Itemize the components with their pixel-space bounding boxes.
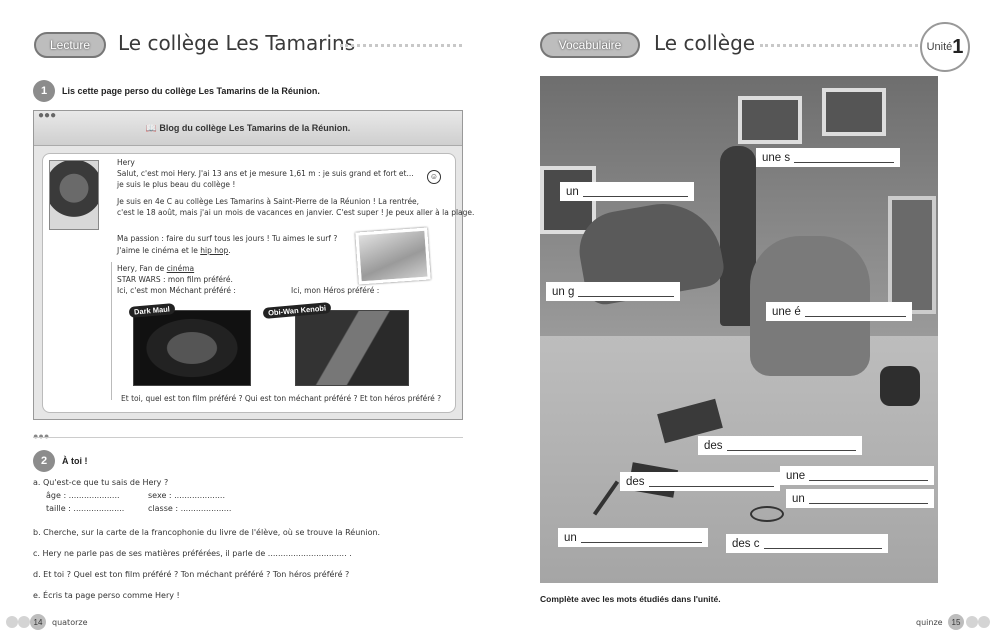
label-des-2[interactable] xyxy=(620,472,780,491)
fan-line xyxy=(117,264,194,273)
label-text: des xyxy=(626,475,645,488)
page-number-right: 15 xyxy=(948,614,964,630)
question-b: b. Cherche, sur la carte de la francophonie du livre de l'élève, où se trouve la Réunion. xyxy=(33,528,381,537)
window xyxy=(738,96,802,144)
blog-paragraph-3a: Ma passion : faire du surf tous les jours ! Tu aimes le surf ? xyxy=(117,234,338,243)
section-tag-label: Vocabulaire xyxy=(558,38,622,52)
answer-line xyxy=(578,286,674,297)
footer-dot xyxy=(6,616,18,628)
label-un-3[interactable] xyxy=(558,528,708,547)
activity-1-number: 1 xyxy=(33,80,55,102)
fan-text: Hery, Fan de xyxy=(117,264,167,273)
unit-badge xyxy=(920,22,970,72)
header-divider-right xyxy=(760,44,918,47)
activity-1-instruction: Lis cette page perso du collège Les Tamarins de la Réunion. xyxy=(62,86,320,96)
p3b-end: . xyxy=(228,246,231,255)
label-des-c[interactable] xyxy=(726,534,888,553)
answer-line xyxy=(583,186,688,197)
field-age: âge : .................... xyxy=(46,491,120,500)
page-word-right: quinze xyxy=(916,618,943,627)
blog-paragraph-2a: Je suis en 4e C au collège Les Tamarins à Saint-Pierre de la Réunion ! La rentrée, xyxy=(117,197,420,206)
page-title-right: Le collège xyxy=(654,31,756,55)
blog-paragraph-3b xyxy=(117,246,231,255)
label-une-e[interactable] xyxy=(766,302,912,321)
activity-2-instruction: À toi ! xyxy=(62,456,88,466)
author-name: Hery xyxy=(117,158,135,167)
answer-line xyxy=(727,440,856,451)
school-illustration xyxy=(540,76,938,583)
book-icon: 📖 xyxy=(145,123,160,133)
field-sexe: sexe : .................... xyxy=(148,491,225,500)
page-number-left: 14 xyxy=(30,614,46,630)
header-divider-left xyxy=(340,44,462,47)
label-un-2[interactable] xyxy=(786,489,934,508)
blog-post-card xyxy=(42,153,475,413)
blog-paragraph-2b: c'est le 18 août, mais j'ai un mois de vacances en janvier. C'est super ! Je peux aller à la plage. xyxy=(117,208,475,217)
avatar-photo xyxy=(49,160,99,230)
villain-photo xyxy=(133,310,251,386)
vocab-instruction: Complète avec les mots étudiés dans l'unité. xyxy=(540,594,721,604)
question-a: a. Qu'est-ce que tu sais de Hery ? xyxy=(33,478,169,487)
answer-line xyxy=(649,476,774,487)
answer-line xyxy=(581,532,702,543)
hero-text: Ici, mon Héros préféré : xyxy=(291,286,380,295)
activity-2-number: 2 xyxy=(33,450,55,472)
answer-line xyxy=(764,538,883,549)
label-une-s[interactable] xyxy=(756,148,900,167)
footer-dot xyxy=(978,616,990,628)
blog-browser-window xyxy=(33,110,475,420)
hero-photo xyxy=(295,310,409,386)
section-dots: ●●● xyxy=(33,431,50,441)
blog-question: Et toi, quel est ton film préféré ? Qui est ton méchant préféré ? Et ton héros préféré ? xyxy=(121,394,442,403)
section-tag-label: Lecture xyxy=(49,38,91,52)
label-un-g[interactable] xyxy=(546,282,680,301)
label-un-1[interactable] xyxy=(560,182,694,201)
p3b-text: J'aime le cinéma et le xyxy=(117,246,201,255)
answer-line xyxy=(794,152,894,163)
hero-label: Obi-Wan Kenobi xyxy=(263,302,332,319)
unit-label: Unité xyxy=(926,41,953,53)
field-classe: classe : .................... xyxy=(148,504,232,513)
vertical-rule xyxy=(111,262,112,400)
label-text: une s xyxy=(762,151,791,164)
villain-text: Ici, c'est mon Méchant préféré : xyxy=(117,286,236,295)
section-divider xyxy=(33,437,463,438)
blog-title-text: Blog du collège Les Tamarins de la Réunion. xyxy=(159,123,351,133)
browser-title-bar xyxy=(34,111,462,146)
answer-line xyxy=(809,493,928,504)
footer-dot xyxy=(966,616,978,628)
blog-paragraph-1a: Salut, c'est moi Hery. J'ai 13 ans et je mesure 1,61 m : je suis grand et fort et... xyxy=(117,169,414,178)
label-text: des xyxy=(704,439,723,452)
label-text: un xyxy=(792,492,805,505)
hip-hop-link[interactable]: hip hop xyxy=(200,246,229,255)
starwars-line: STAR WARS : mon film préféré. xyxy=(117,275,233,284)
label-des-1[interactable] xyxy=(698,436,862,455)
unit-number: 1 xyxy=(952,35,964,58)
answer-line xyxy=(809,470,928,481)
answer-line xyxy=(805,306,906,317)
surf-photo xyxy=(355,228,430,285)
label-text: des c xyxy=(732,537,760,550)
question-e: e. Écris ta page perso comme Hery ! xyxy=(33,591,180,600)
cinema-link[interactable]: cinéma xyxy=(166,264,195,273)
villain-label: Dark Maul xyxy=(129,303,176,318)
label-text: une é xyxy=(772,305,801,318)
question-c: c. Hery ne parle pas de ses matières préférées, il parle de ............................... . xyxy=(33,549,352,558)
label-text: un g xyxy=(552,285,575,298)
scissors xyxy=(750,506,784,522)
window xyxy=(822,88,886,136)
label-text: un xyxy=(564,531,577,544)
label-une[interactable] xyxy=(780,466,934,485)
blog-paragraph-1b: je suis le plus beau du collège ! xyxy=(117,180,236,189)
blog-title xyxy=(34,123,462,134)
section-tag-lecture xyxy=(34,32,106,58)
label-text: un xyxy=(566,185,579,198)
footer-dot xyxy=(18,616,30,628)
section-tag-vocabulaire xyxy=(540,32,640,58)
doorway xyxy=(888,196,936,314)
smiley-icon: ☺ xyxy=(427,170,441,184)
backpack xyxy=(880,366,920,406)
field-taille: taille : .................... xyxy=(46,504,125,513)
question-d: d. Et toi ? Quel est ton film préféré ? Ton méchant préféré ? Ton héros préféré ? xyxy=(33,570,350,579)
window-dots: ●●● xyxy=(38,110,57,121)
label-text: une xyxy=(786,469,806,482)
page-word-left: quatorze xyxy=(52,618,88,627)
page-title-left: Le collège Les Tamarins xyxy=(118,31,356,55)
